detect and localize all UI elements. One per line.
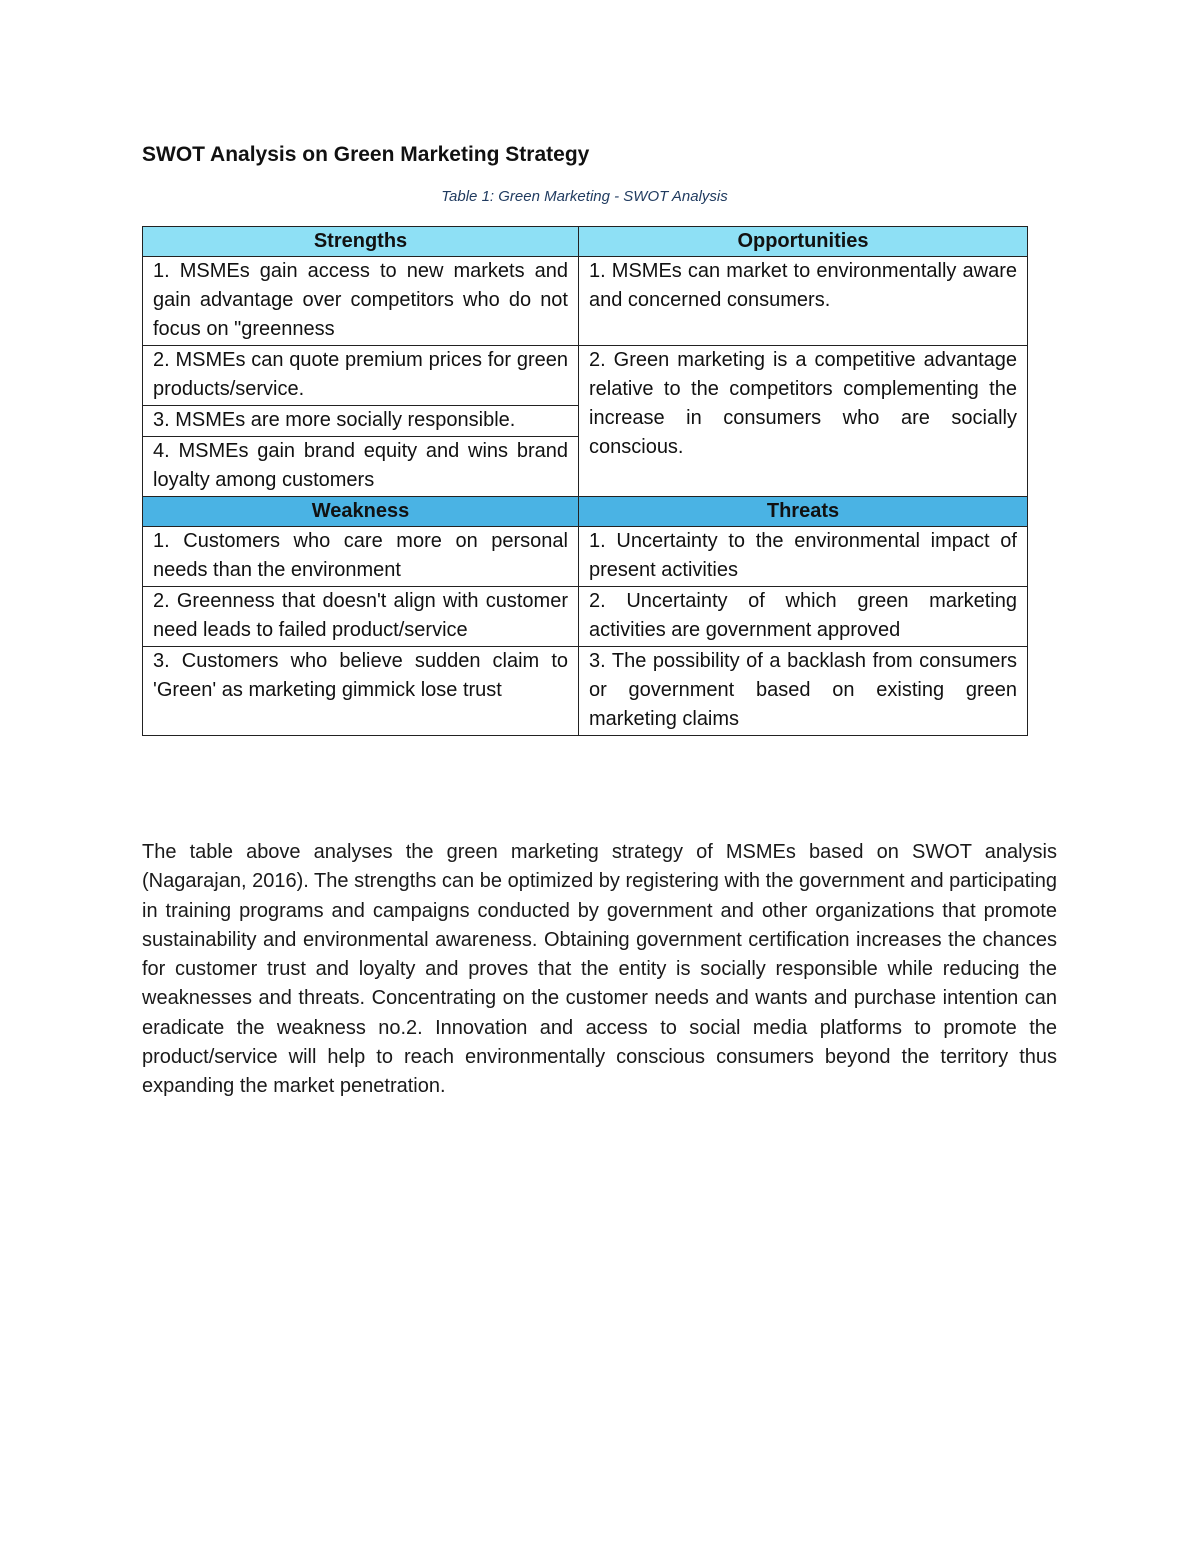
table-caption: Table 1: Green Marketing - SWOT Analysis	[441, 188, 728, 205]
document-title: SWOT Analysis on Green Marketing Strategy	[142, 143, 590, 166]
strength-item: 4. MSMEs gain brand equity and wins brand loyalty among customers	[143, 437, 579, 497]
table-header-row	[143, 497, 1028, 527]
threat-item: 2. Uncertainty of which green marketing activities are government approved	[579, 587, 1028, 647]
threats-header: Threats	[579, 497, 1028, 527]
strength-item: 1. MSMEs gain access to new markets and gain advantage over competitors who do not focus on "greenness	[143, 257, 579, 346]
opportunities-header: Opportunities	[579, 227, 1028, 257]
table-row	[143, 587, 1028, 647]
table-row	[143, 346, 1028, 406]
analysis-paragraph: The table above analyses the green marketing strategy of MSMEs based on SWOT analysis (Nagarajan, 2016). The strengths can be optimized by registering with the government and participating in training programs and campaigns conducted by government and other organizations that promote sustainability and environmental awareness. Obtaining government certification increases the chances for customer trust and loyalty and proves that the entity is socially responsible while reducing the weaknesses and threats. Concentrating on the customer needs and wants and purchase intention can eradicate the weakness no.2. Innovation and access to social media platforms to promote the product/service will help to reach environmentally conscious consumers beyond the territory thus expanding the market penetration.	[142, 841, 1057, 1098]
opportunity-item: 1. MSMEs can market to environmentally aware and concerned consumers.	[579, 257, 1028, 346]
table-row	[143, 527, 1028, 587]
table-row	[143, 257, 1028, 346]
table-row	[143, 647, 1028, 736]
strengths-header: Strengths	[143, 227, 579, 257]
weakness-item: 2. Greenness that doesn't align with customer need leads to failed product/service	[143, 587, 579, 647]
opportunity-item: 2. Green marketing is a competitive advantage relative to the competitors complementing the increase in consumers who are socially conscious.	[579, 346, 1028, 497]
threat-item: 1. Uncertainty to the environmental impact of present activities	[579, 527, 1028, 587]
threat-item: 3. The possibility of a backlash from consumers or government based on existing green marketing claims	[579, 647, 1028, 736]
weakness-item: 1. Customers who care more on personal needs than the environment	[143, 527, 579, 587]
table-header-row	[143, 227, 1028, 257]
swot-table	[142, 226, 1028, 736]
strength-item: 3. MSMEs are more socially responsible.	[143, 406, 579, 437]
weakness-item: 3. Customers who believe sudden claim to 'Green' as marketing gimmick lose trust	[143, 647, 579, 736]
weakness-header: Weakness	[143, 497, 579, 527]
strength-item: 2. MSMEs can quote premium prices for green products/service.	[143, 346, 579, 406]
